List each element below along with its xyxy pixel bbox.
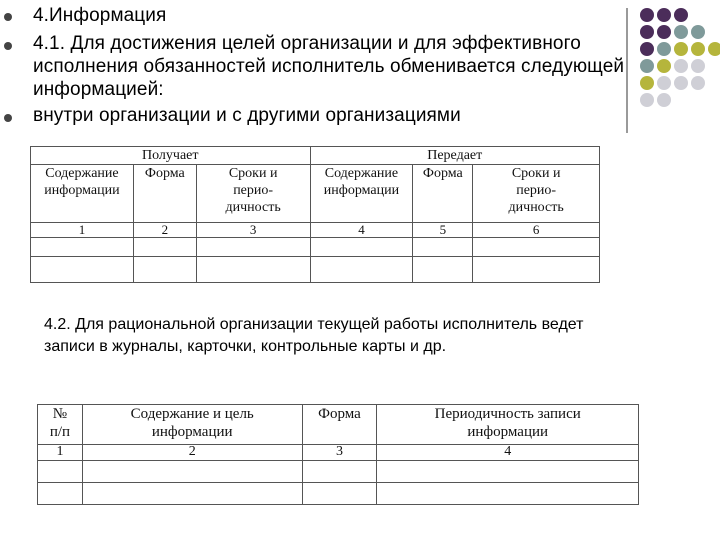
- empty-cell: [310, 257, 413, 283]
- empty-cell: [133, 257, 196, 283]
- dot-icon: [691, 42, 705, 56]
- bullet-dot-icon: [4, 13, 12, 21]
- dot-icon: [657, 42, 671, 56]
- table-header-row: [31, 147, 600, 165]
- dot-icon: [657, 25, 671, 39]
- table-row: [38, 461, 639, 483]
- bullet-dot-icon: [4, 114, 12, 122]
- header-period: Сроки и перио- дичность: [473, 165, 600, 223]
- header-content: Содержание информации: [31, 165, 134, 223]
- empty-cell: [473, 238, 600, 257]
- header-content: Содержание информации: [310, 165, 413, 223]
- dot-icon: [691, 59, 705, 73]
- header-form: Форма: [413, 165, 473, 223]
- header-sends: Передает: [310, 147, 600, 165]
- dot-icon: [657, 59, 671, 73]
- empty-cell: [82, 483, 302, 505]
- dot-icon: [640, 8, 654, 22]
- bullet-text-line: исполнения обязанностей исполнитель обменивается следующей: [33, 56, 625, 77]
- column-number: 5: [413, 223, 473, 238]
- column-number: 4: [377, 445, 639, 461]
- column-number: 2: [133, 223, 196, 238]
- bullet-text-line: внутри организации и с другими организациями: [33, 105, 461, 126]
- table-row: [38, 483, 639, 505]
- column-number: 1: [38, 445, 83, 461]
- empty-cell: [133, 238, 196, 257]
- bullet-dot-icon: [4, 42, 12, 50]
- dot-icon: [640, 93, 654, 107]
- dot-icon: [674, 76, 688, 90]
- header-period: Периодичность записи информации: [377, 405, 639, 445]
- column-number-row: [31, 223, 600, 238]
- dot-icon: [674, 42, 688, 56]
- empty-cell: [377, 483, 639, 505]
- column-number: 1: [31, 223, 134, 238]
- header-number: № п/п: [38, 405, 83, 445]
- dot-icon: [691, 25, 705, 39]
- empty-cell: [377, 461, 639, 483]
- empty-cell: [31, 257, 134, 283]
- dot-icon: [640, 25, 654, 39]
- empty-cell: [302, 461, 377, 483]
- bullet-text-line: информацией:: [33, 79, 164, 100]
- dot-icon: [674, 59, 688, 73]
- dot-icon: [640, 59, 654, 73]
- empty-cell: [413, 257, 473, 283]
- table-header-row: [38, 405, 639, 445]
- dot-icon: [674, 25, 688, 39]
- column-number: 3: [302, 445, 377, 461]
- dot-icon: [691, 76, 705, 90]
- empty-cell: [31, 238, 134, 257]
- paragraph-line: записи в журналы, карточки, контрольные карты и др.: [44, 338, 447, 355]
- column-number: 3: [196, 223, 310, 238]
- table-header-row: [31, 165, 600, 223]
- decorative-dot-grid: [640, 8, 720, 128]
- information-exchange-table: [30, 146, 600, 283]
- empty-cell: [302, 483, 377, 505]
- column-number: 2: [82, 445, 302, 461]
- header-content: Содержание и цель информации: [82, 405, 302, 445]
- empty-cell: [196, 257, 310, 283]
- bullet-text-line: 4.1. Для достижения целей организации и для эффективного: [33, 33, 581, 54]
- header-form: Форма: [302, 405, 377, 445]
- empty-cell: [38, 483, 83, 505]
- paragraph-line: 4.2. Для рациональной организации текущей работы исполнитель ведет: [44, 316, 584, 333]
- empty-cell: [82, 461, 302, 483]
- empty-cell: [196, 238, 310, 257]
- dot-icon: [708, 42, 720, 56]
- dot-icon: [657, 93, 671, 107]
- table-row: [31, 238, 600, 257]
- column-number: 4: [310, 223, 413, 238]
- records-table: [37, 404, 639, 505]
- dot-icon: [674, 8, 688, 22]
- column-number: 6: [473, 223, 600, 238]
- dot-icon: [640, 42, 654, 56]
- header-form: Форма: [133, 165, 196, 223]
- empty-cell: [413, 238, 473, 257]
- column-number-row: [38, 445, 639, 461]
- dot-icon: [640, 76, 654, 90]
- dot-icon: [657, 8, 671, 22]
- empty-cell: [473, 257, 600, 283]
- header-period: Сроки и перио- дичность: [196, 165, 310, 223]
- table-row: [31, 257, 600, 283]
- heading-section-4: 4.Информация: [33, 5, 167, 26]
- dot-icon: [657, 76, 671, 90]
- empty-cell: [38, 461, 83, 483]
- decorative-divider: [626, 8, 628, 133]
- section-4-2-paragraph: [44, 314, 684, 358]
- header-receives: Получает: [31, 147, 311, 165]
- empty-cell: [310, 238, 413, 257]
